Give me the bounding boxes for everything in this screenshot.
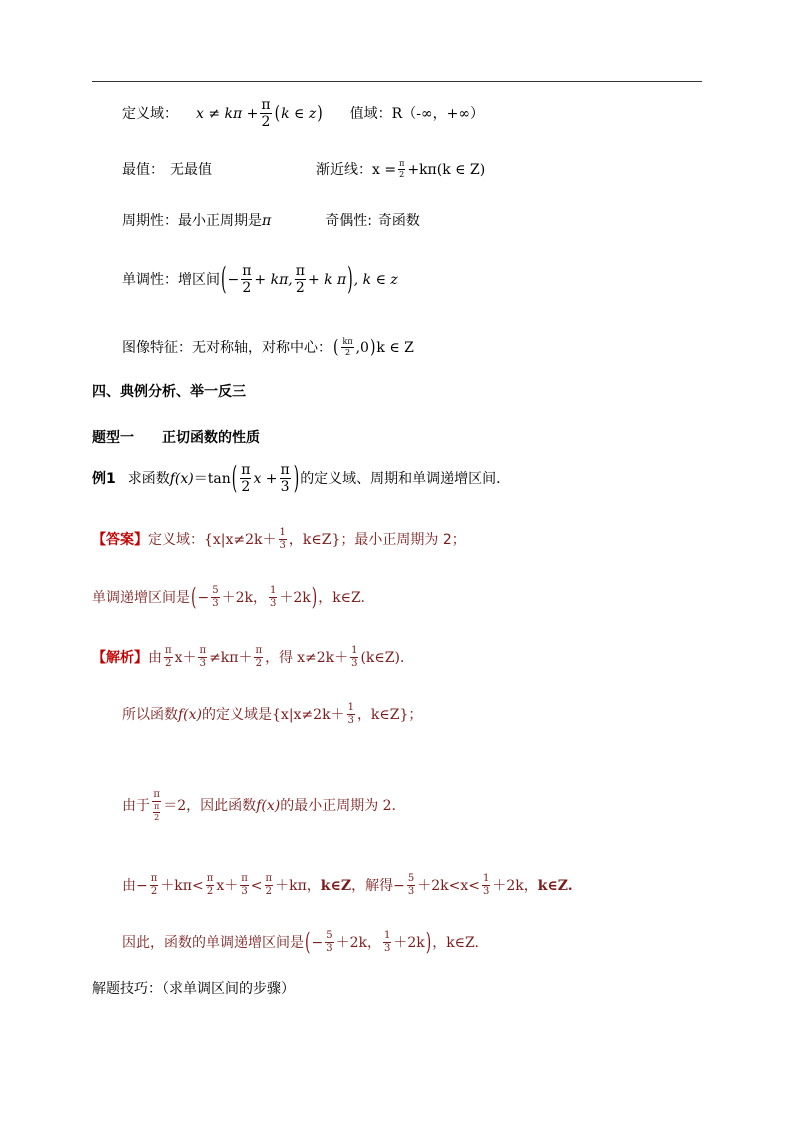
analysis-line-2: 所以函数 f(x) 的定义域是 {x|x≠2k＋ $\frac{1}{3}$ ，k∈Z}； — [122, 702, 423, 726]
period-value: π — [262, 213, 272, 229]
period-label: 周期性：最小正周期是 — [122, 213, 262, 229]
example-fraction-1: $\frac{\pi}{2}$ — [241, 462, 251, 495]
type-label: 题型一 — [92, 430, 134, 446]
domain-condition: k ∈ z — [281, 105, 317, 122]
domain-range-row: 定义域： x ≠ kπ + $\frac{\pi}{2}$ ( k ∈ z ) 值域： R（-∞，+∞） — [122, 97, 484, 130]
monotonic-label: 单调性：增区间 — [122, 271, 220, 288]
parity-label: 奇偶性: — [325, 213, 372, 229]
graph-fraction: $\frac{k\pi}{2}$ — [342, 337, 353, 357]
graph-condition: k ∈ Z — [376, 339, 414, 356]
mono-condition: , k ∈ z — [353, 271, 398, 288]
domain-label: 定义域： — [122, 105, 178, 122]
example-label: 例1 — [92, 470, 116, 487]
answer-fraction: $\frac{1}{3}$ — [279, 527, 286, 551]
answer-tag: 【答案】 — [92, 531, 148, 548]
mono-fraction-2: $\frac{\pi}{2}$ — [295, 263, 305, 296]
answer-line-1: 【答案】 定义域： {x|x≠2k＋ $\frac{1}{3}$ ，k∈Z} ；最小正周期为 2； — [92, 527, 466, 551]
graph-label: 图像特征：无对称轴，对称中心： — [122, 339, 332, 356]
analysis-line-3: 由于 $\frac{\pi}{\frac{\pi}{2}}$ ＝2，因此函数 f(x) 的最小正周期为 2. — [122, 789, 397, 822]
answer-line-2: 单调递增区间是 ( − $\frac{5}{3}$ ＋2k， $\frac{1}{3}$ ＋2k ) ，k∈Z. — [92, 583, 365, 612]
asymptote-post: +kπ(k ∈ Z) — [407, 161, 486, 178]
range-value: R（-∞，+∞） — [391, 105, 484, 122]
parity-value: 奇函数 — [377, 213, 420, 229]
period-parity-row — [122, 214, 420, 228]
mono-fraction-1: $\frac{\pi}{2}$ — [242, 263, 252, 296]
analysis-line-5: 因此，函数的单调递增区间是 ( − $\frac{5}{3}$ ＋2k， $\frac{1}{3}$ ＋2k ) ，k∈Z. — [122, 928, 479, 957]
example-1: 例1 求函数 f(x) ＝tan ( $\frac{\pi}{2}$ x + $\frac{\pi}{3}$ ) 的定义域、周期和单调递增区间． — [92, 460, 511, 497]
example-fraction-2: $\frac{\pi}{3}$ — [280, 462, 290, 495]
extreme-label: 最值： — [122, 161, 164, 178]
domain-formula: x ≠ kπ + — [196, 105, 259, 122]
extreme-asymptote-row — [122, 160, 485, 179]
extreme-value: 无最值 — [170, 161, 212, 178]
analysis-line-1: 【解析】 由 $\frac{\pi}{2}$ x＋ $\frac{\pi}{3}$ ≠kπ＋ $\frac{\pi}{2}$ ，得 x≠2k＋ $\frac{1}{3}$ (k∈Z)． — [92, 645, 414, 669]
header-rule — [92, 81, 702, 82]
type-heading — [92, 431, 260, 445]
type-title: 正切函数的性质 — [162, 430, 260, 446]
asymptote-label: 渐近线： — [316, 161, 372, 178]
asymptote-fraction: $\frac{\pi}{2}$ — [399, 159, 405, 179]
nested-fraction: $\frac{\pi}{\frac{\pi}{2}}$ — [153, 789, 160, 822]
domain-fraction: $\frac{\pi}{2}$ — [261, 97, 271, 130]
range-label: 值域： — [349, 105, 392, 122]
asymptote-pre: x = — [372, 161, 397, 178]
analysis-line-4: 由− $\frac{\pi}{2}$ ＋kπ< $\frac{\pi}{2}$ x＋ $\frac{\pi}{3}$ < $\frac{\pi}{2}$ ＋kπ， k∈Z ，解得− $\frac{5}{3}$ ＋2k<x< $\frac{1}{3}$ ＋2k， k∈Z. — [122, 873, 573, 897]
graph-feature-row: 图像特征：无对称轴，对称中心： ( $\frac{k\pi}{2}$ ,0 ) k ∈ Z — [122, 337, 414, 358]
monotonic-row: 单调性：增区间 ( − $\frac{\pi}{2}$ + kπ, $\frac{\pi}{2}$ + k π ) , k ∈ z — [122, 261, 398, 298]
section-heading: 四、典例分析、举一反三 — [92, 384, 246, 400]
analysis-tag: 【解析】 — [92, 649, 148, 666]
tips-line: 解题技巧：（求单调区间的步骤） — [92, 981, 295, 997]
